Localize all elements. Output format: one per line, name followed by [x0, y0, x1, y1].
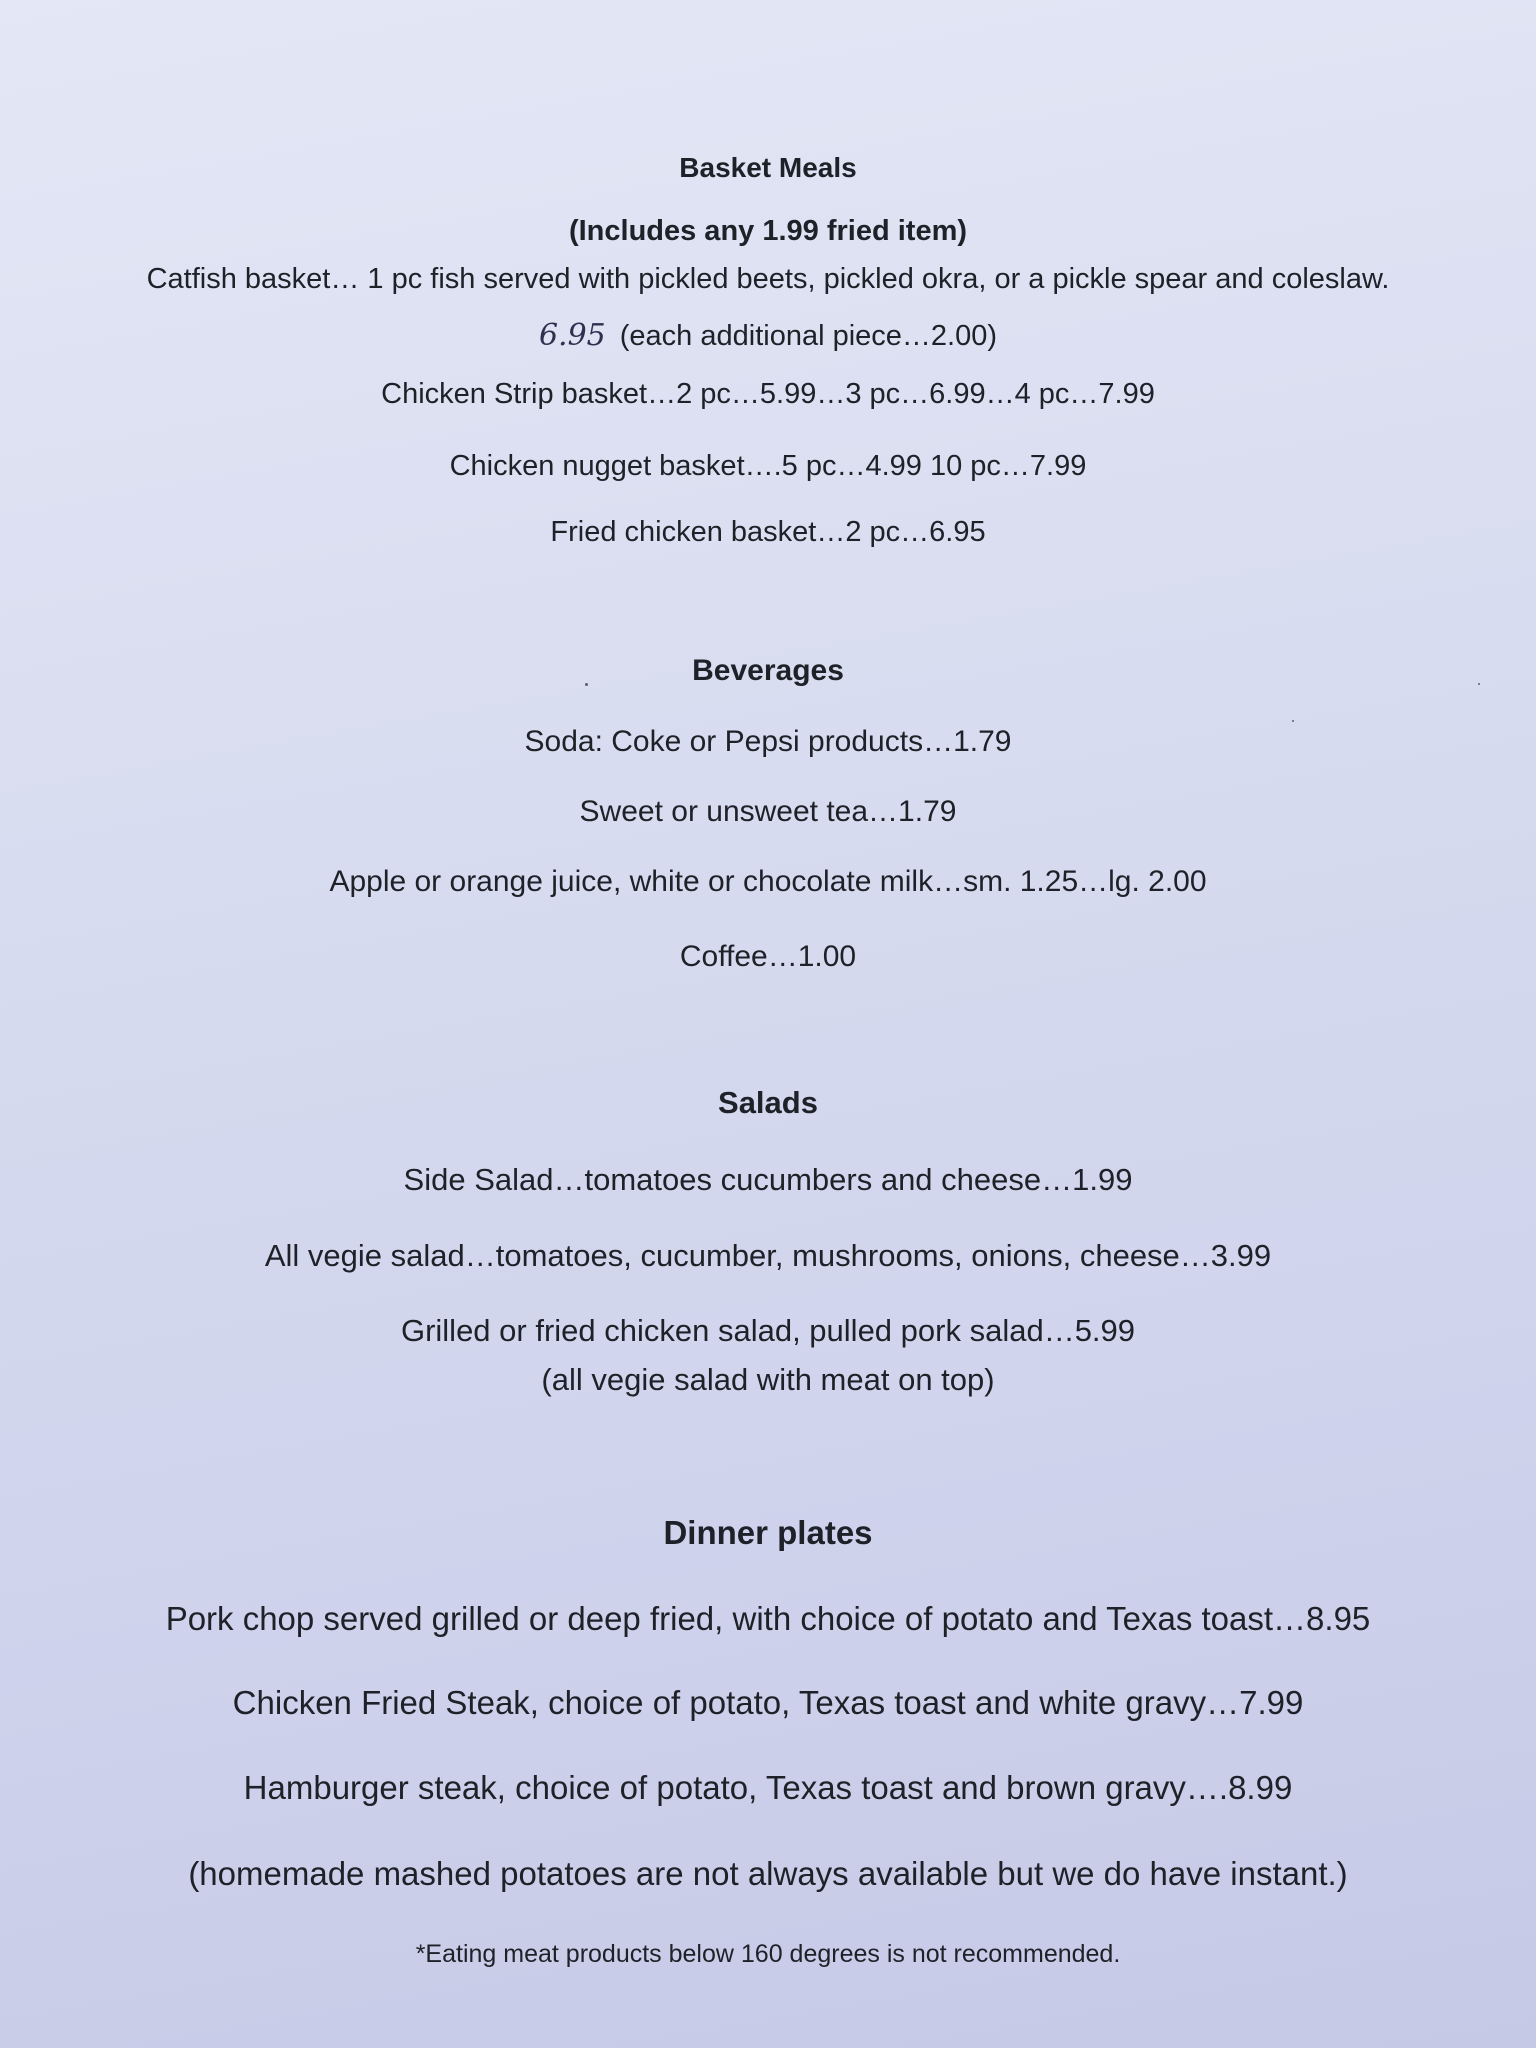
catfish-additional-piece: (each additional piece…2.00): [619, 320, 998, 352]
chicken-fried-steak-item: Chicken Fried Steak, choice of potato, Texas toast and white gravy…7.99: [232, 1684, 1304, 1721]
chicken-nugget-basket-item: Chicken nugget basket….5 pc…4.99 10 pc…7.99: [449, 450, 1087, 482]
salads-heading: Salads: [718, 1085, 818, 1120]
paper-speck: [1292, 720, 1294, 722]
vegie-salad-item: All vegie salad…tomatoes, cucumber, mushrooms, onions, cheese…3.99: [264, 1238, 1272, 1273]
footer-warning-note: *Eating meat products below 160 degrees is not recommended.: [415, 1940, 1121, 1968]
chicken-strip-basket-item: Chicken Strip basket…2 pc…5.99…3 pc…6.99…4 pc…7.99: [381, 378, 1155, 410]
handwritten-price: 6.95: [538, 318, 606, 353]
fried-chicken-basket-item: Fried chicken basket…2 pc…6.95: [550, 516, 986, 548]
basket-meals-subheading: (Includes any 1.99 fried item): [568, 215, 968, 247]
tea-item: Sweet or unsweet tea…1.79: [579, 795, 957, 828]
coffee-item: Coffee…1.00: [679, 940, 857, 973]
juice-milk-item: Apple or orange juice, white or chocolate milk…sm. 1.25…lg. 2.00: [329, 865, 1207, 898]
catfish-basket-price-line: [0, 318, 1536, 353]
mashed-potatoes-note: (homemade mashed potatoes are not always available but we do have instant.): [188, 1855, 1348, 1892]
pork-chop-item: Pork chop served grilled or deep fried, with choice of potato and Texas toast…8.95: [165, 1600, 1371, 1637]
catfish-basket-item: Catfish basket… 1 pc fish served with pickled beets, pickled okra, or a pickle spear and coleslaw.: [146, 263, 1390, 295]
basket-meals-heading: Basket Meals: [679, 152, 857, 183]
meat-salad-item: Grilled or fried chicken salad, pulled pork salad…5.99: [400, 1313, 1136, 1348]
paper-speck: [1478, 683, 1480, 685]
meat-salad-note: (all vegie salad with meat on top): [541, 1362, 995, 1397]
dinner-plates-heading: Dinner plates: [663, 1514, 873, 1551]
hamburger-steak-item: Hamburger steak, choice of potato, Texas toast and brown gravy….8.99: [243, 1769, 1293, 1806]
paper-speck: [585, 683, 588, 686]
soda-item: Soda: Coke or Pepsi products…1.79: [524, 725, 1012, 758]
beverages-heading: Beverages: [692, 654, 844, 687]
side-salad-item: Side Salad…tomatoes cucumbers and cheese…1.99: [403, 1162, 1133, 1197]
